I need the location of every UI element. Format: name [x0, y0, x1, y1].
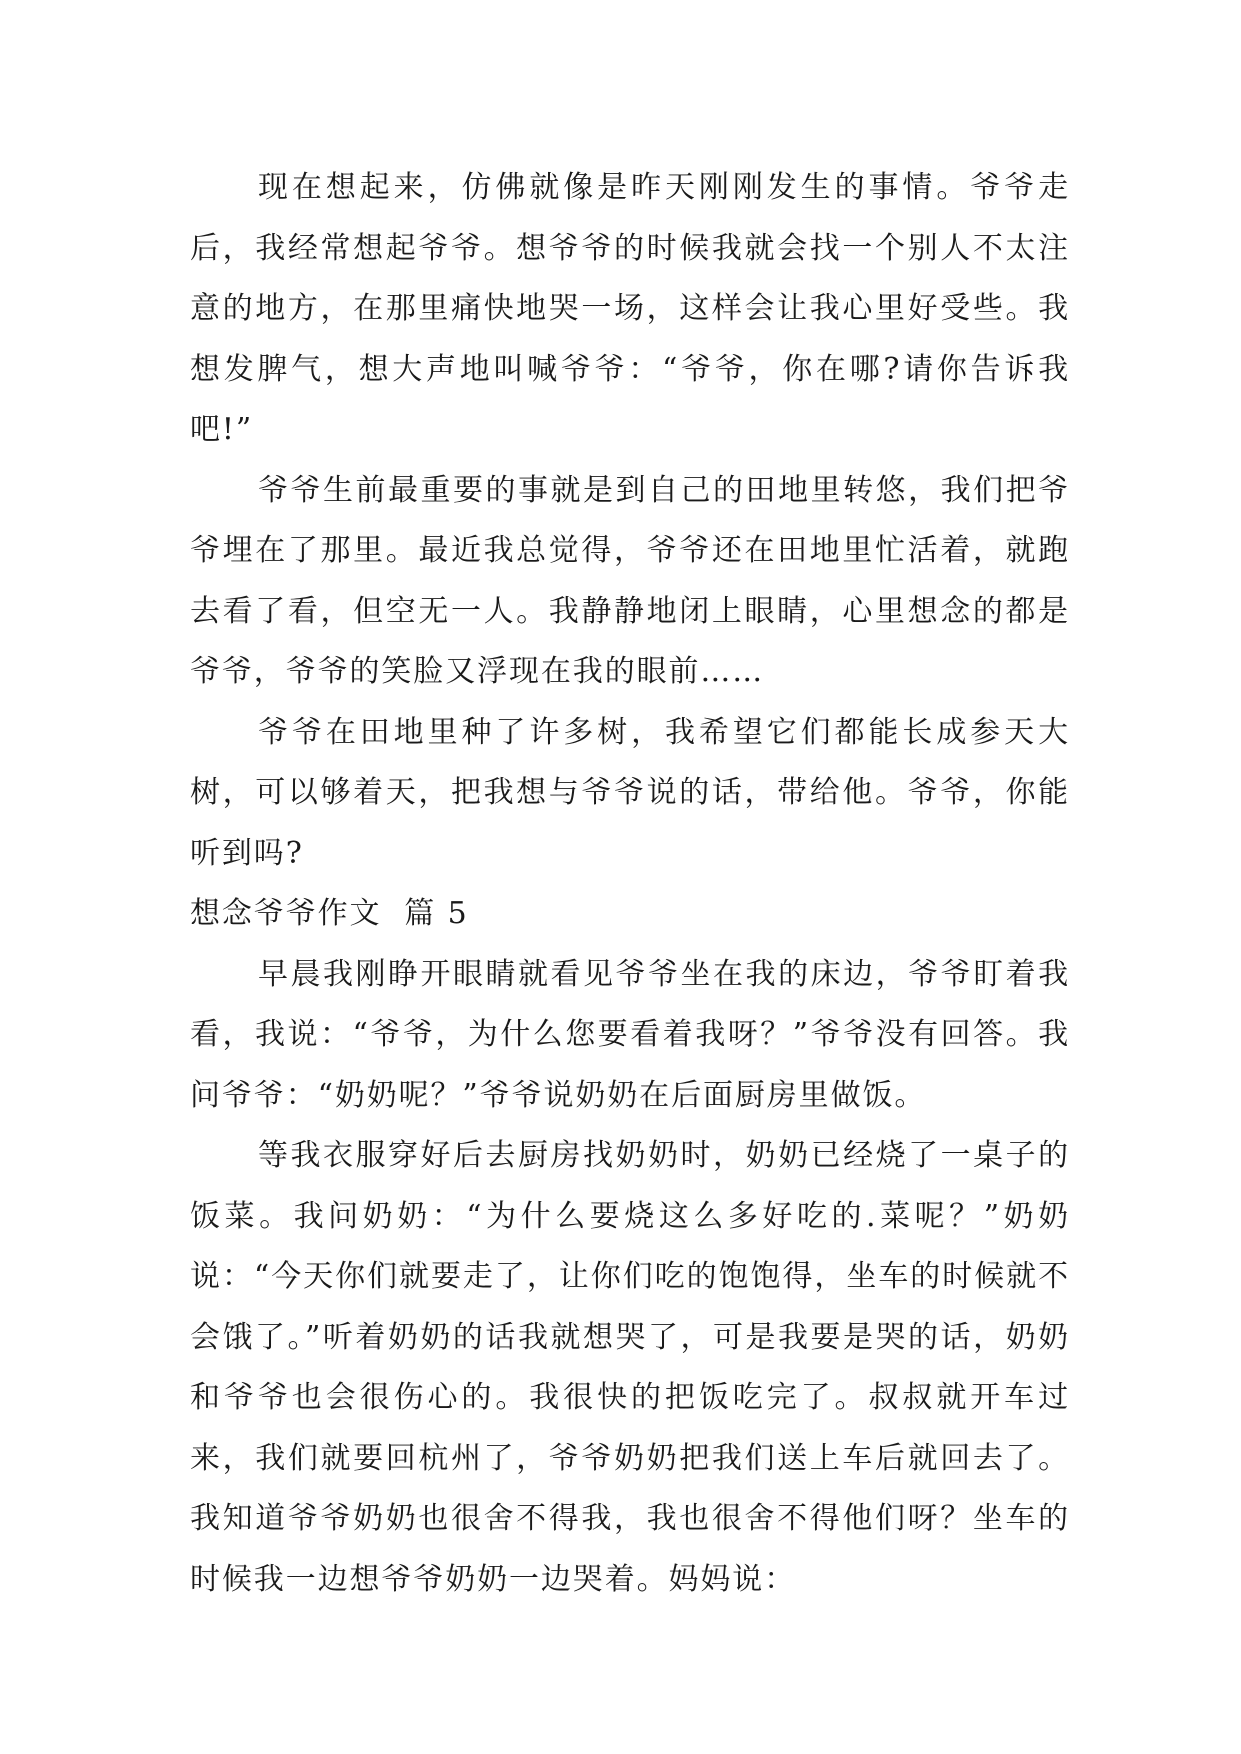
- paragraph-kitchen: 等我衣服穿好后去厨房找奶奶时，奶奶已经烧了一桌子的饭菜。我问奶奶：“为什么要烧这么多好吃的.菜呢？”奶奶说：“今天你们就要走了，让你们吃的饱饱得，坐车的时候就不会饿了。”听着奶奶的话我就想哭了，可是我要是哭的话，奶奶和爷爷也会很伤心的。我很快的把饭吃完了。叔叔就开车过来，我们就要回杭州了，爷爷奶奶把我们送上车后就回去了。我知道爷爷奶奶也很舍不得我，我也很舍不得他们呀？坐车的时候我一边想爷爷奶奶一边哭着。妈妈说：: [190, 1138, 1070, 1597]
- document-body: [190, 158, 1070, 1610]
- paragraph-memory: 现在想起来，仿佛就像是昨天刚刚发生的事情。爷爷走后，我经常想起爷爷。想爷爷的时候我就会找一个别人不太注意的地方，在那里痛快地哭一场，这样会让我心里好受些。我想发脾气，想大声地叫喊爷爷：“爷爷，你在哪?请你告诉我吧!”: [190, 170, 1070, 447]
- paragraph-morning: 早晨我刚睁开眼睛就看见爷爷坐在我的床边，爷爷盯着我看，我说：“爷爷，为什么您要看着我呀？”爷爷没有回答。我问爷爷：“奶奶呢？”爷爷说奶奶在后面厨房里做饭。: [190, 956, 1070, 1113]
- paragraph-trees: 爷爷在田地里种了许多树，我希望它们都能长成参天大树，可以够着天，把我想与爷爷说的话，带给他。爷爷，你能听到吗?: [190, 714, 1070, 871]
- paragraph-field: 爷爷生前最重要的事就是到自己的田地里转悠，我们把爷爷埋在了那里。最近我总觉得，爷爷还在田地里忙活着，就跑去看了看，但空无一人。我静静地闭上眼睛，心里想念的都是爷爷，爷爷的笑脸又浮现在我的眼前……: [190, 472, 1070, 689]
- section-heading: 想念爷爷作文 篇 5: [190, 896, 469, 931]
